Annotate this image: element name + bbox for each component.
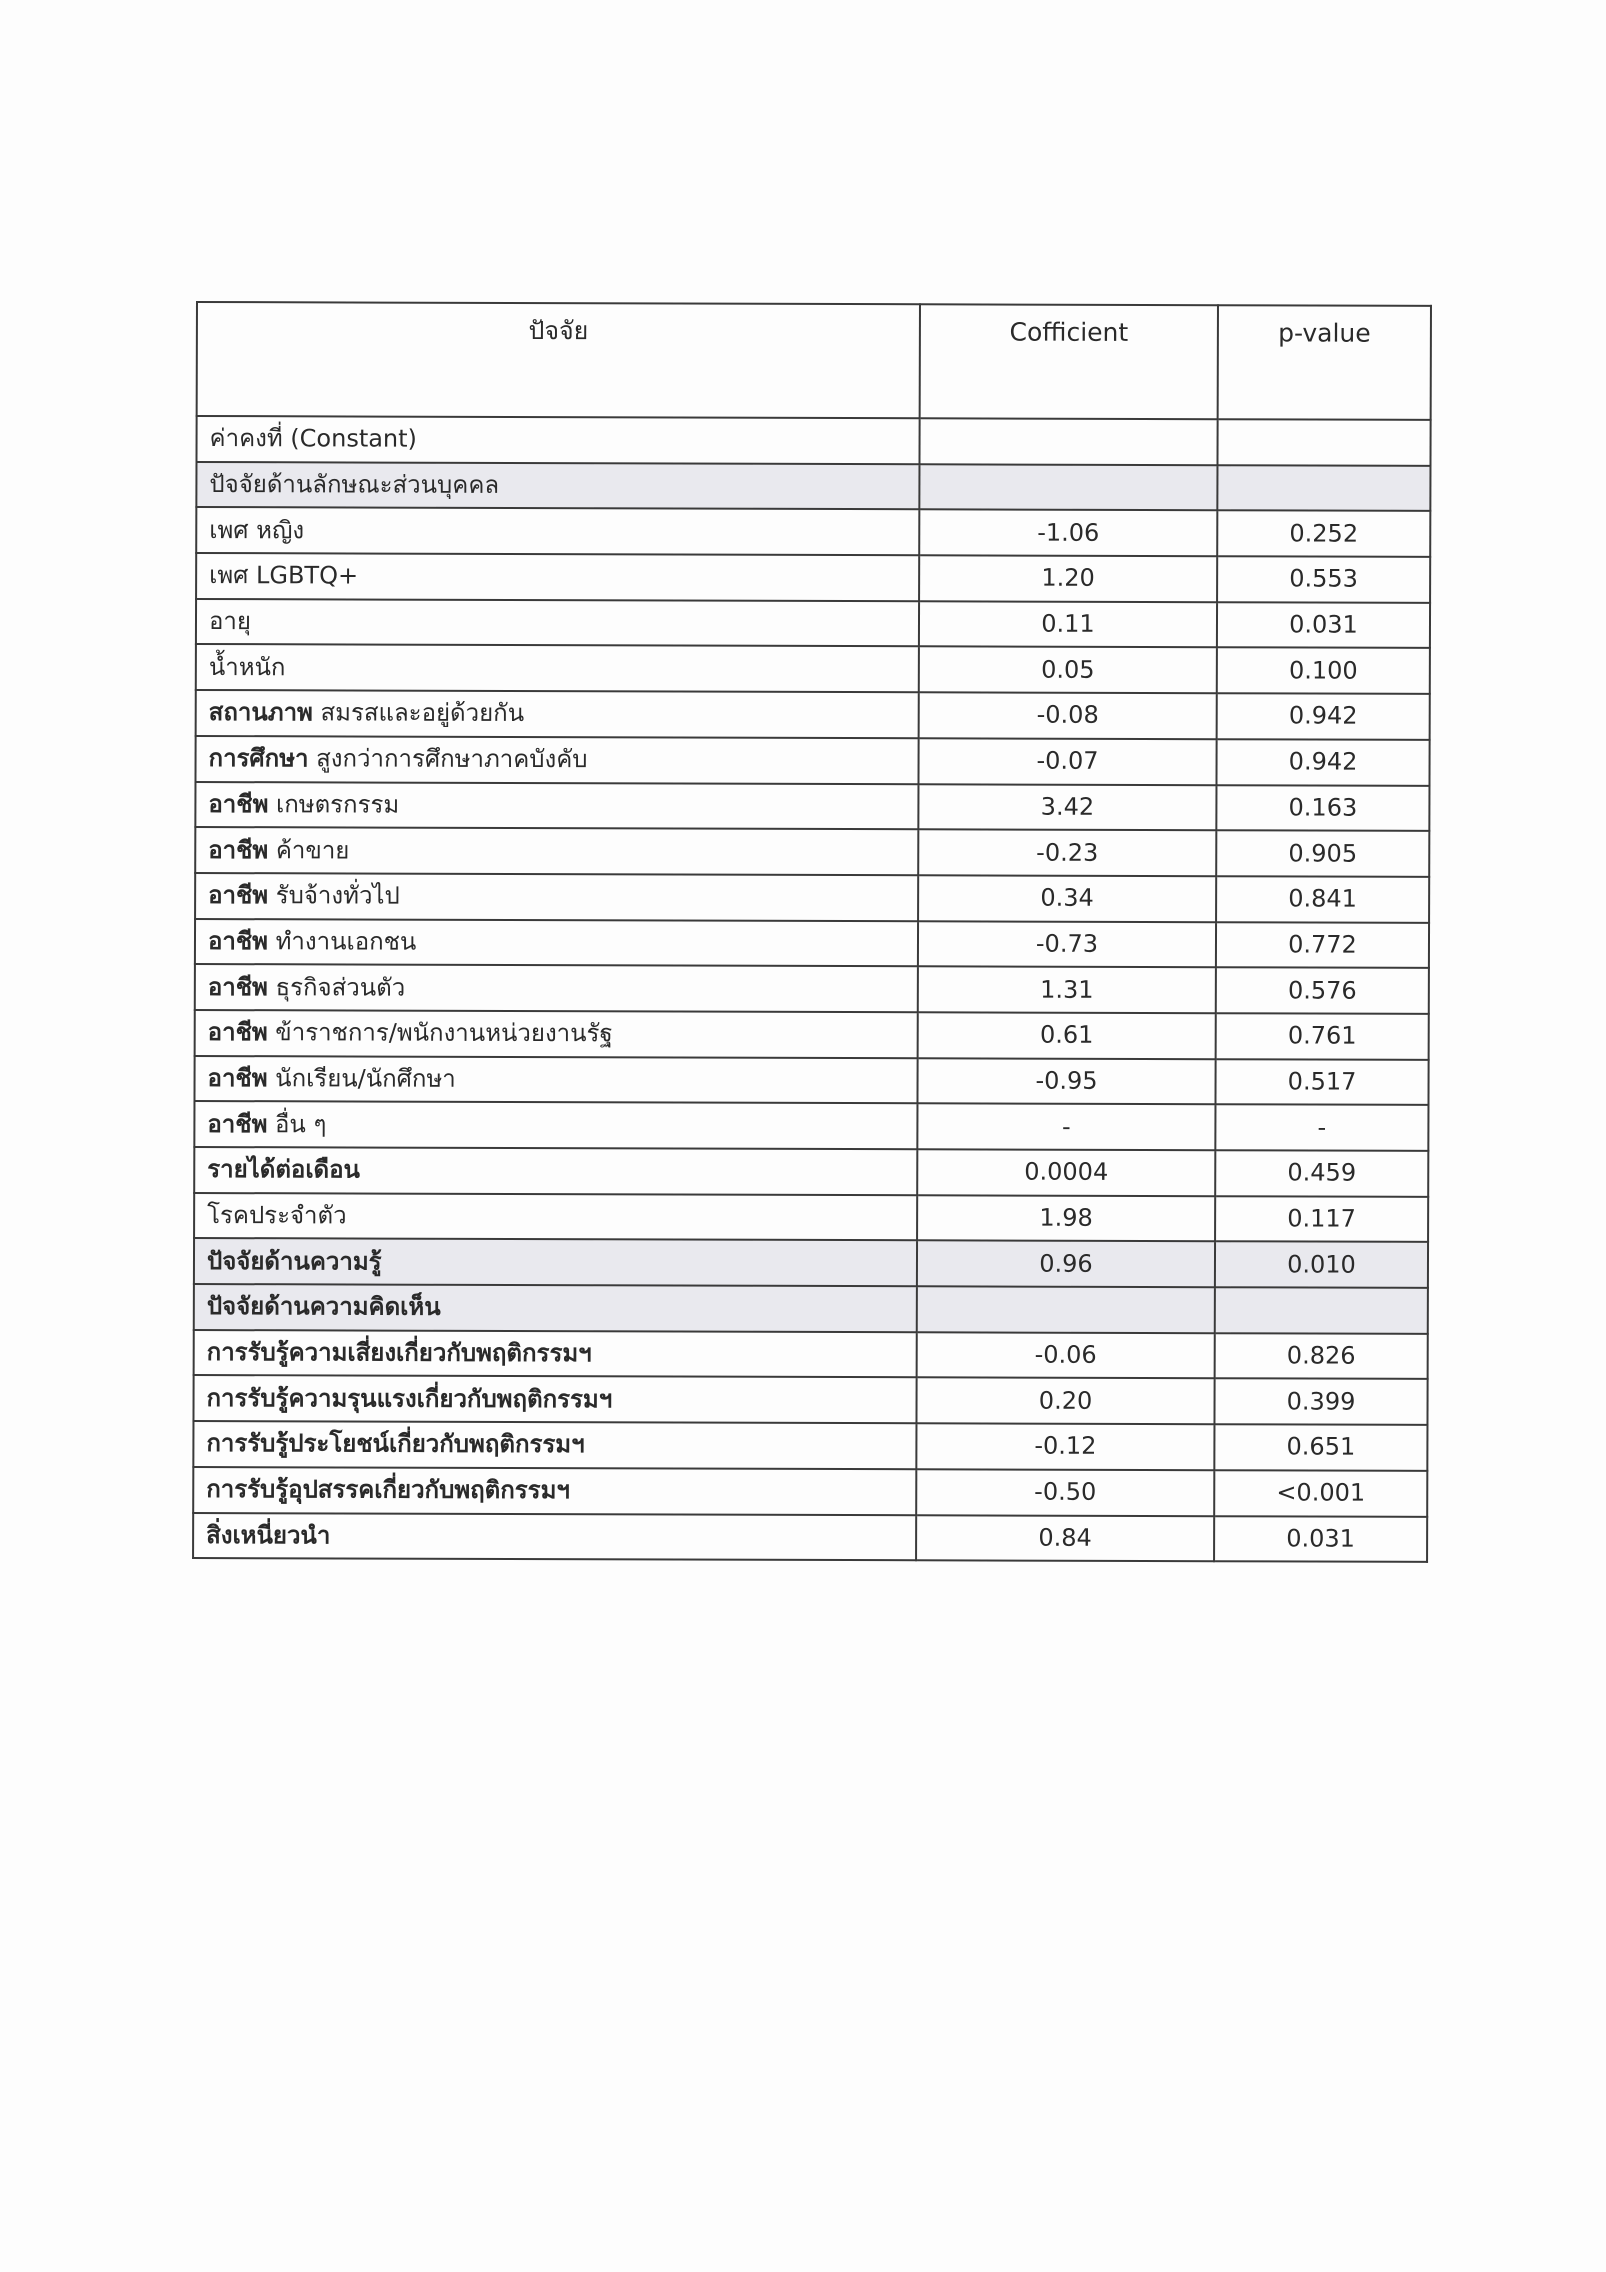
factor-label-bold: การรับรู้ความรุนแรงเกี่ยวกับพฤติกรรมฯ [206, 1383, 613, 1414]
pvalue-cell: 0.826 [1215, 1333, 1428, 1379]
header-factor: ปัจจัย [197, 302, 920, 418]
factor-label-bold: การรับรู้ประโยชน์เกี่ยวกับพฤติกรรมฯ [206, 1429, 585, 1459]
factor-label-bold: สถานภาพ [208, 698, 313, 727]
table-row [194, 1147, 1428, 1197]
factor-cell [195, 1010, 918, 1058]
pvalue-cell: 0.010 [1215, 1242, 1428, 1288]
pvalue-cell: 0.252 [1217, 511, 1430, 557]
coefficient-cell: -0.95 [917, 1058, 1215, 1105]
coefficient-cell: -0.50 [916, 1469, 1214, 1516]
table-header-row [197, 302, 1431, 420]
factor-cell [195, 964, 918, 1012]
factor-cell [194, 1147, 917, 1195]
factor-label-bold: อาชีพ [207, 972, 268, 1001]
factor-cell [196, 644, 919, 692]
factor-label-bold: อาชีพ [208, 789, 269, 819]
factor-cell [194, 1284, 917, 1332]
factor-label: อายุ [208, 607, 251, 636]
coefficient-cell: 3.42 [918, 784, 1216, 831]
factor-label: สมรสและอยู่ด้วยกัน [312, 698, 525, 728]
coefficient-cell: -0.12 [916, 1423, 1214, 1470]
header-coefficient: Cofficient [920, 304, 1218, 419]
factor-cell [194, 1193, 917, 1241]
table-row [193, 1512, 1427, 1562]
pvalue-cell: <0.001 [1214, 1470, 1427, 1516]
pvalue-cell: 0.576 [1216, 967, 1429, 1013]
factor-cell [195, 873, 918, 921]
coefficient-cell: -0.07 [918, 738, 1216, 785]
pvalue-cell: 0.841 [1216, 876, 1429, 922]
pvalue-cell: 0.399 [1214, 1379, 1427, 1425]
factor-label: ธุรกิจส่วนตัว [267, 972, 406, 1002]
coefficient-cell: -0.73 [918, 921, 1216, 968]
factor-cell [193, 1467, 916, 1515]
factor-label: โรคประจำตัว [207, 1201, 347, 1230]
table-row [196, 644, 1430, 694]
coefficient-cell: -1.06 [919, 510, 1217, 557]
table-row [196, 553, 1430, 603]
table-row [194, 1101, 1428, 1151]
factor-cell [193, 1375, 916, 1423]
table-row [195, 964, 1429, 1014]
pvalue-cell [1217, 465, 1430, 511]
factor-cell [196, 599, 919, 647]
coefficient-cell: 1.31 [918, 967, 1216, 1014]
table-row [195, 873, 1429, 923]
coefficient-cell [917, 1286, 1215, 1333]
coefficient-cell: 0.05 [919, 647, 1217, 694]
pvalue-cell: - [1215, 1105, 1428, 1151]
factor-label: สูงกว่าการศึกษาภาคบังคับ [308, 744, 588, 774]
table-row [196, 416, 1430, 466]
table-row [195, 736, 1429, 786]
factor-cell [196, 416, 919, 464]
pvalue-cell: 0.517 [1215, 1059, 1428, 1105]
pvalue-cell: 0.651 [1214, 1424, 1427, 1470]
table-row [195, 827, 1429, 877]
factor-cell [194, 1330, 917, 1378]
table-row [195, 1010, 1429, 1060]
factor-label-bold: ปัจจัยด้านความคิดเห็น [206, 1292, 441, 1322]
factor-label: ค่าคงที่ (Constant) [209, 424, 417, 454]
factor-label: น้ำหนัก [208, 652, 286, 682]
factor-cell [196, 507, 919, 555]
table-row [194, 1056, 1428, 1106]
pvalue-cell [1215, 1287, 1428, 1333]
pvalue-cell: 0.772 [1216, 922, 1429, 968]
pvalue-cell: 0.761 [1216, 1013, 1429, 1059]
table-row [194, 1284, 1428, 1334]
table-row [194, 1193, 1428, 1243]
factor-label: เกษตรกรรม [268, 790, 400, 819]
factor-label: เพศ LGBTQ+ [209, 561, 359, 590]
factor-label: เพศ หญิง [209, 515, 305, 545]
pvalue-cell: 0.942 [1216, 739, 1429, 785]
coefficient-cell: 0.96 [917, 1241, 1215, 1288]
coefficient-cell: 0.20 [916, 1378, 1214, 1425]
coefficient-cell: -0.08 [919, 692, 1217, 739]
factor-cell [196, 690, 919, 738]
coefficient-cell [919, 464, 1217, 511]
table-row [196, 599, 1430, 649]
factor-label-bold: อาชีพ [208, 881, 269, 910]
pvalue-cell: 0.942 [1217, 693, 1430, 739]
coefficient-cell [919, 418, 1217, 465]
factor-label: รับจ้างทั่วไป [268, 881, 400, 910]
pvalue-cell: 0.553 [1217, 556, 1430, 602]
factor-label-bold: ปัจจัยด้านความรู้ [206, 1246, 382, 1276]
coefficient-cell: -0.23 [918, 829, 1216, 876]
factor-label-bold: อาชีพ [207, 1109, 268, 1138]
factor-label: ทำงานเอกชน [267, 927, 417, 956]
pvalue-cell: 0.459 [1215, 1150, 1428, 1196]
coefficient-cell: - [917, 1104, 1215, 1151]
factor-label: ปัจจัยด้านลักษณะส่วนบุคคล [209, 470, 500, 499]
coefficient-cell: 1.98 [917, 1195, 1215, 1242]
factor-label-bold: อาชีพ [207, 1018, 268, 1047]
factor-cell [194, 1056, 917, 1104]
factor-label-bold: รายได้ต่อเดือน [207, 1155, 361, 1184]
coefficient-cell: 0.61 [918, 1012, 1216, 1059]
factor-cell [193, 1512, 916, 1560]
coefficient-cell: 0.0004 [917, 1149, 1215, 1196]
pvalue-cell [1217, 419, 1430, 465]
factor-label-bold: อาชีพ [207, 1064, 268, 1093]
factor-label-bold: สิ่งเหนี่ยวนำ [206, 1520, 331, 1550]
factor-cell [194, 1101, 917, 1149]
pvalue-cell: 0.100 [1217, 648, 1430, 694]
table-row [196, 507, 1430, 557]
table-row [195, 782, 1429, 832]
factor-label-bold: การรับรู้ความเสี่ยงเกี่ยวกับพฤติกรรมฯ [206, 1338, 592, 1368]
factor-label: ค้าขาย [268, 835, 350, 865]
factor-label: อื่น ๆ [267, 1109, 327, 1139]
factor-label-bold: อาชีพ [208, 835, 269, 864]
regression-table [192, 301, 1432, 1563]
table-row [196, 462, 1430, 512]
table-row [193, 1421, 1427, 1471]
factor-label-bold: การศึกษา [208, 744, 309, 773]
table-row [194, 1330, 1428, 1380]
coefficient-cell: 0.84 [916, 1515, 1214, 1562]
factor-cell [196, 553, 919, 601]
factor-cell [193, 1421, 916, 1469]
factor-cell [196, 462, 919, 510]
pvalue-cell: 0.163 [1216, 785, 1429, 831]
pvalue-cell: 0.031 [1214, 1516, 1427, 1562]
table-row [194, 1238, 1428, 1288]
pvalue-cell: 0.117 [1215, 1196, 1428, 1242]
coefficient-cell: 1.20 [919, 555, 1217, 602]
table-row [196, 690, 1430, 740]
factor-cell [195, 736, 918, 784]
coefficient-cell: -0.06 [917, 1332, 1215, 1379]
pvalue-cell: 0.905 [1216, 830, 1429, 876]
factor-cell [195, 827, 918, 875]
coefficient-cell: 0.34 [918, 875, 1216, 922]
factor-label-bold: การรับรู้อุปสรรคเกี่ยวกับพฤติกรรมฯ [206, 1475, 570, 1505]
factor-label: ข้าราชการ/พนักงานหน่วยงานรัฐ [267, 1018, 613, 1048]
factor-cell [194, 1238, 917, 1286]
factor-cell [195, 919, 918, 967]
pvalue-cell: 0.031 [1217, 602, 1430, 648]
factor-cell [195, 782, 918, 830]
table-row [195, 919, 1429, 969]
table-row [193, 1375, 1427, 1425]
table-row [193, 1467, 1427, 1517]
factor-label: นักเรียน/นักศึกษา [267, 1064, 456, 1093]
factor-label-bold: อาชีพ [207, 926, 269, 956]
header-pvalue: p-value [1218, 305, 1431, 420]
coefficient-cell: 0.11 [919, 601, 1217, 648]
